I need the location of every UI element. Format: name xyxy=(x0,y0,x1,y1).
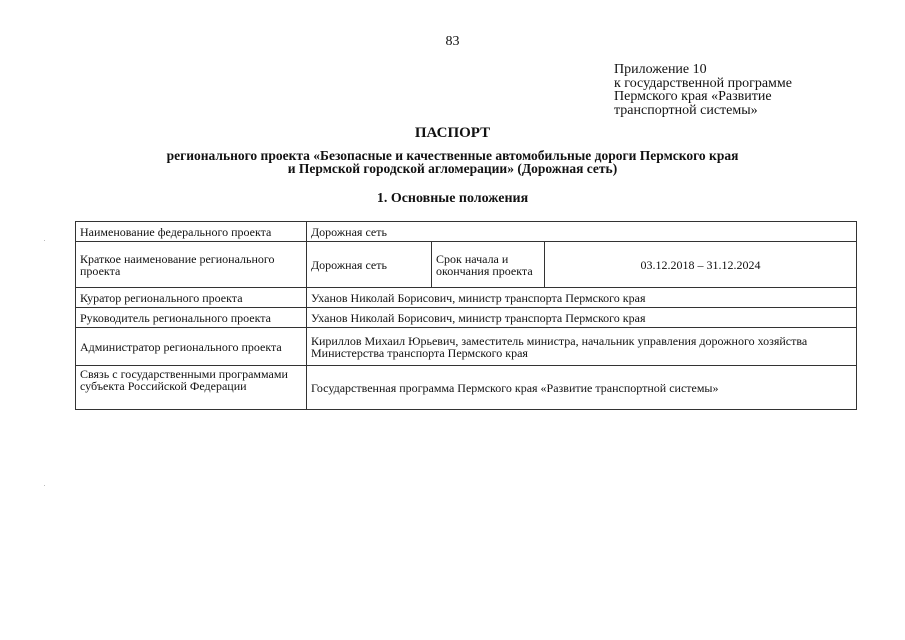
table-row xyxy=(76,242,857,288)
table-row xyxy=(76,366,857,410)
curator-value: Уханов Николай Борисович, министр транспорта Пермского края xyxy=(307,288,857,308)
subtitle-line: регионального проекта «Безопасные и качественные автомобильные дороги Пермского края xyxy=(166,148,739,163)
table-row xyxy=(76,222,857,242)
appendix-line: транспортной системы» xyxy=(614,102,758,118)
scan-artifact xyxy=(44,485,45,486)
programs-link-value: Государственная программа Пермского края «Развитие транспортной системы» xyxy=(307,366,857,410)
subtitle-line: и Пермской городской агломерации» (Дорожная сеть) xyxy=(287,161,618,176)
table-row xyxy=(76,328,857,366)
period-label: Срок начала и окончания проекта xyxy=(432,242,545,288)
document-title: ПАСПОРТ xyxy=(414,125,491,141)
short-name-label: Краткое наименование регионального проекта xyxy=(76,242,307,288)
section-title: 1. Основные положения xyxy=(376,191,529,206)
programs-link-label: Связь с государственными программами субъекта Российской Федерации xyxy=(76,366,307,410)
federal-project-value: Дорожная сеть xyxy=(307,222,857,242)
scan-artifact xyxy=(44,240,45,241)
appendix-note xyxy=(614,63,854,117)
appendix-line: Приложение 10 xyxy=(614,62,707,77)
period-value: 03.12.2018 – 31.12.2024 xyxy=(545,242,857,288)
short-name-value: Дорожная сеть xyxy=(307,242,432,288)
administrator-label: Администратор регионального проекта xyxy=(76,328,307,366)
appendix-line: Пермского края «Развитие xyxy=(614,89,772,104)
head-label: Руководитель регионального проекта xyxy=(76,308,307,328)
document-subtitle xyxy=(0,149,905,175)
page-number: 83 xyxy=(445,34,460,49)
administrator-value: Кириллов Михаил Юрьевич, заместитель министра, начальник управления дорожного хозяйства Министерства транспорта Пермского края xyxy=(307,328,857,366)
appendix-line: к государственной программе xyxy=(614,75,792,91)
federal-project-label: Наименование федерального проекта xyxy=(76,222,307,242)
table-row xyxy=(76,288,857,308)
head-value: Уханов Николай Борисович, министр транспорта Пермского края xyxy=(307,308,857,328)
curator-label: Куратор регионального проекта xyxy=(76,288,307,308)
passport-table xyxy=(75,221,857,410)
table-row xyxy=(76,308,857,328)
